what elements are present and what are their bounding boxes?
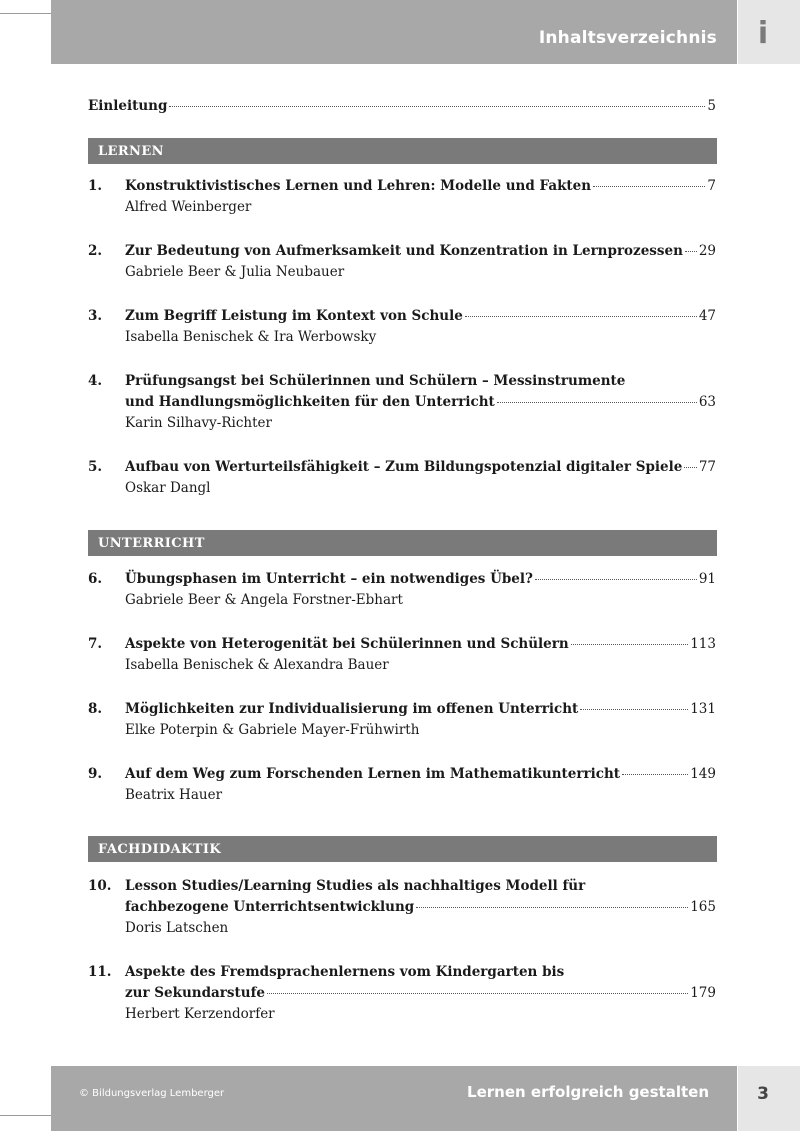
entry-author: Beatrix Hauer xyxy=(125,787,223,803)
entry-page: 131 xyxy=(690,701,716,717)
leader-dots xyxy=(593,186,705,187)
entry-page: 77 xyxy=(698,459,716,475)
header-bar xyxy=(51,0,737,64)
copyright: © Bildungsverlag Lemberger xyxy=(79,1088,225,1099)
entry-author: Elke Poterpin & Gabriele Mayer-Frühwirth xyxy=(125,722,420,738)
entry-page: 165 xyxy=(690,899,716,915)
section-header-unterricht xyxy=(88,530,717,556)
section-header-lernen xyxy=(88,138,717,164)
entry-author: Oskar Dangl xyxy=(125,480,211,496)
entry-author: Isabella Benischek & Alexandra Bauer xyxy=(125,657,389,673)
toc-entry xyxy=(88,876,716,939)
entry-page: 7 xyxy=(707,178,716,194)
entry-page: 179 xyxy=(690,985,716,1001)
entry-title: Prüfungsangst bei Schülerinnen und Schülern – Messinstrumente xyxy=(125,373,626,389)
entry-title-cont: fachbezogene Unterrichtsentwicklung xyxy=(125,899,415,915)
section-title: FACHDIDAKTIK xyxy=(98,842,222,857)
entry-number: 11. xyxy=(88,964,112,980)
toc-entry xyxy=(88,634,716,676)
entry-author: Gabriele Beer & Julia Neubauer xyxy=(125,264,345,280)
entry-title: Aufbau von Werturteilsfähigkeit – Zum Bildungspotenzial digitaler Spiele xyxy=(125,459,683,475)
entry-title-cont: und Handlungsmöglichkeiten für den Unterricht xyxy=(125,394,495,410)
toc-entry xyxy=(88,457,716,499)
entry-page: 47 xyxy=(698,308,716,324)
entry-number: 2. xyxy=(88,243,103,259)
entry-number: 10. xyxy=(88,878,112,894)
leader-dots xyxy=(684,467,696,468)
entry-title: Aspekte des Fremdsprachenlernens vom Kindergarten bis xyxy=(125,964,565,980)
leader-dots xyxy=(580,709,688,710)
entry-author: Alfred Weinberger xyxy=(125,199,252,215)
entry-title: Zum Begriff Leistung im Kontext von Schule xyxy=(125,308,463,324)
intro-title: Einleitung xyxy=(88,98,168,114)
entry-page: 29 xyxy=(698,243,716,259)
entry-number: 4. xyxy=(88,373,103,389)
section-title: LERNEN xyxy=(98,144,164,159)
toc-entry xyxy=(88,371,716,434)
entry-page: 113 xyxy=(690,636,716,652)
leader-dots xyxy=(571,644,689,645)
toc-entry xyxy=(88,176,716,218)
entry-title: Möglichkeiten zur Individualisierung im offenen Unterricht xyxy=(125,701,579,717)
section-header-fachdidaktik xyxy=(88,836,717,862)
entry-number: 1. xyxy=(88,178,103,194)
leader-dots xyxy=(535,579,697,580)
entry-author: Karin Silhavy-Richter xyxy=(125,415,272,431)
leader-dots xyxy=(497,402,697,403)
entry-title: Übungsphasen im Unterricht – ein notwendiges Übel? xyxy=(125,571,533,587)
entry-number: 3. xyxy=(88,308,103,324)
entry-author: Doris Latschen xyxy=(125,920,229,936)
page-number: 3 xyxy=(757,1084,769,1104)
top-rule xyxy=(0,13,52,14)
section-title: UNTERRICHT xyxy=(98,536,205,551)
toc-entry xyxy=(88,764,716,806)
toc-entry xyxy=(88,569,716,611)
leader-dots xyxy=(685,251,697,252)
entry-page: 149 xyxy=(690,766,716,782)
entry-author: Isabella Benischek & Ira Werbowsky xyxy=(125,329,377,345)
entry-number: 8. xyxy=(88,701,103,717)
leader-dots xyxy=(622,774,688,775)
leader-dots xyxy=(169,106,705,107)
toc-entry-intro xyxy=(88,98,716,114)
entry-number: 9. xyxy=(88,766,103,782)
entry-author: Gabriele Beer & Angela Forstner-Ebhart xyxy=(125,592,403,608)
leader-dots xyxy=(416,907,688,908)
intro-page: 5 xyxy=(707,98,716,114)
book-title: Lernen erfolgreich gestalten xyxy=(467,1083,709,1101)
page-number-box xyxy=(738,1066,800,1131)
entry-title: Lesson Studies/Learning Studies als nachhaltiges Modell für xyxy=(125,878,586,894)
entry-title: Konstruktivistisches Lernen und Lehren: Modelle und Fakten xyxy=(125,178,592,194)
entry-number: 5. xyxy=(88,459,103,475)
page-title: Inhaltsverzeichnis xyxy=(538,28,717,48)
entry-page: 63 xyxy=(698,394,716,410)
entry-title: Auf dem Weg zum Forschenden Lernen im Mathematikunterricht xyxy=(125,766,620,782)
chapter-tab xyxy=(738,0,800,64)
toc-entry xyxy=(88,699,716,741)
entry-number: 7. xyxy=(88,636,103,652)
entry-title: Zur Bedeutung von Aufmerksamkeit und Konzentration in Lernprozessen xyxy=(125,243,683,259)
toc-entry xyxy=(88,962,716,1025)
entry-title: Aspekte von Heterogenität bei Schülerinnen und Schülern xyxy=(125,636,569,652)
entry-author: Herbert Kerzendorfer xyxy=(125,1006,275,1022)
chapter-letter: i xyxy=(757,16,769,51)
toc-entry xyxy=(88,241,716,283)
bottom-rule xyxy=(0,1115,52,1116)
toc-entry xyxy=(88,306,716,348)
leader-dots xyxy=(465,316,697,317)
entry-number: 6. xyxy=(88,571,103,587)
footer-bar xyxy=(51,1066,737,1131)
entry-title-cont: zur Sekundarstufe xyxy=(125,985,265,1001)
entry-page: 91 xyxy=(698,571,716,587)
leader-dots xyxy=(267,993,688,994)
